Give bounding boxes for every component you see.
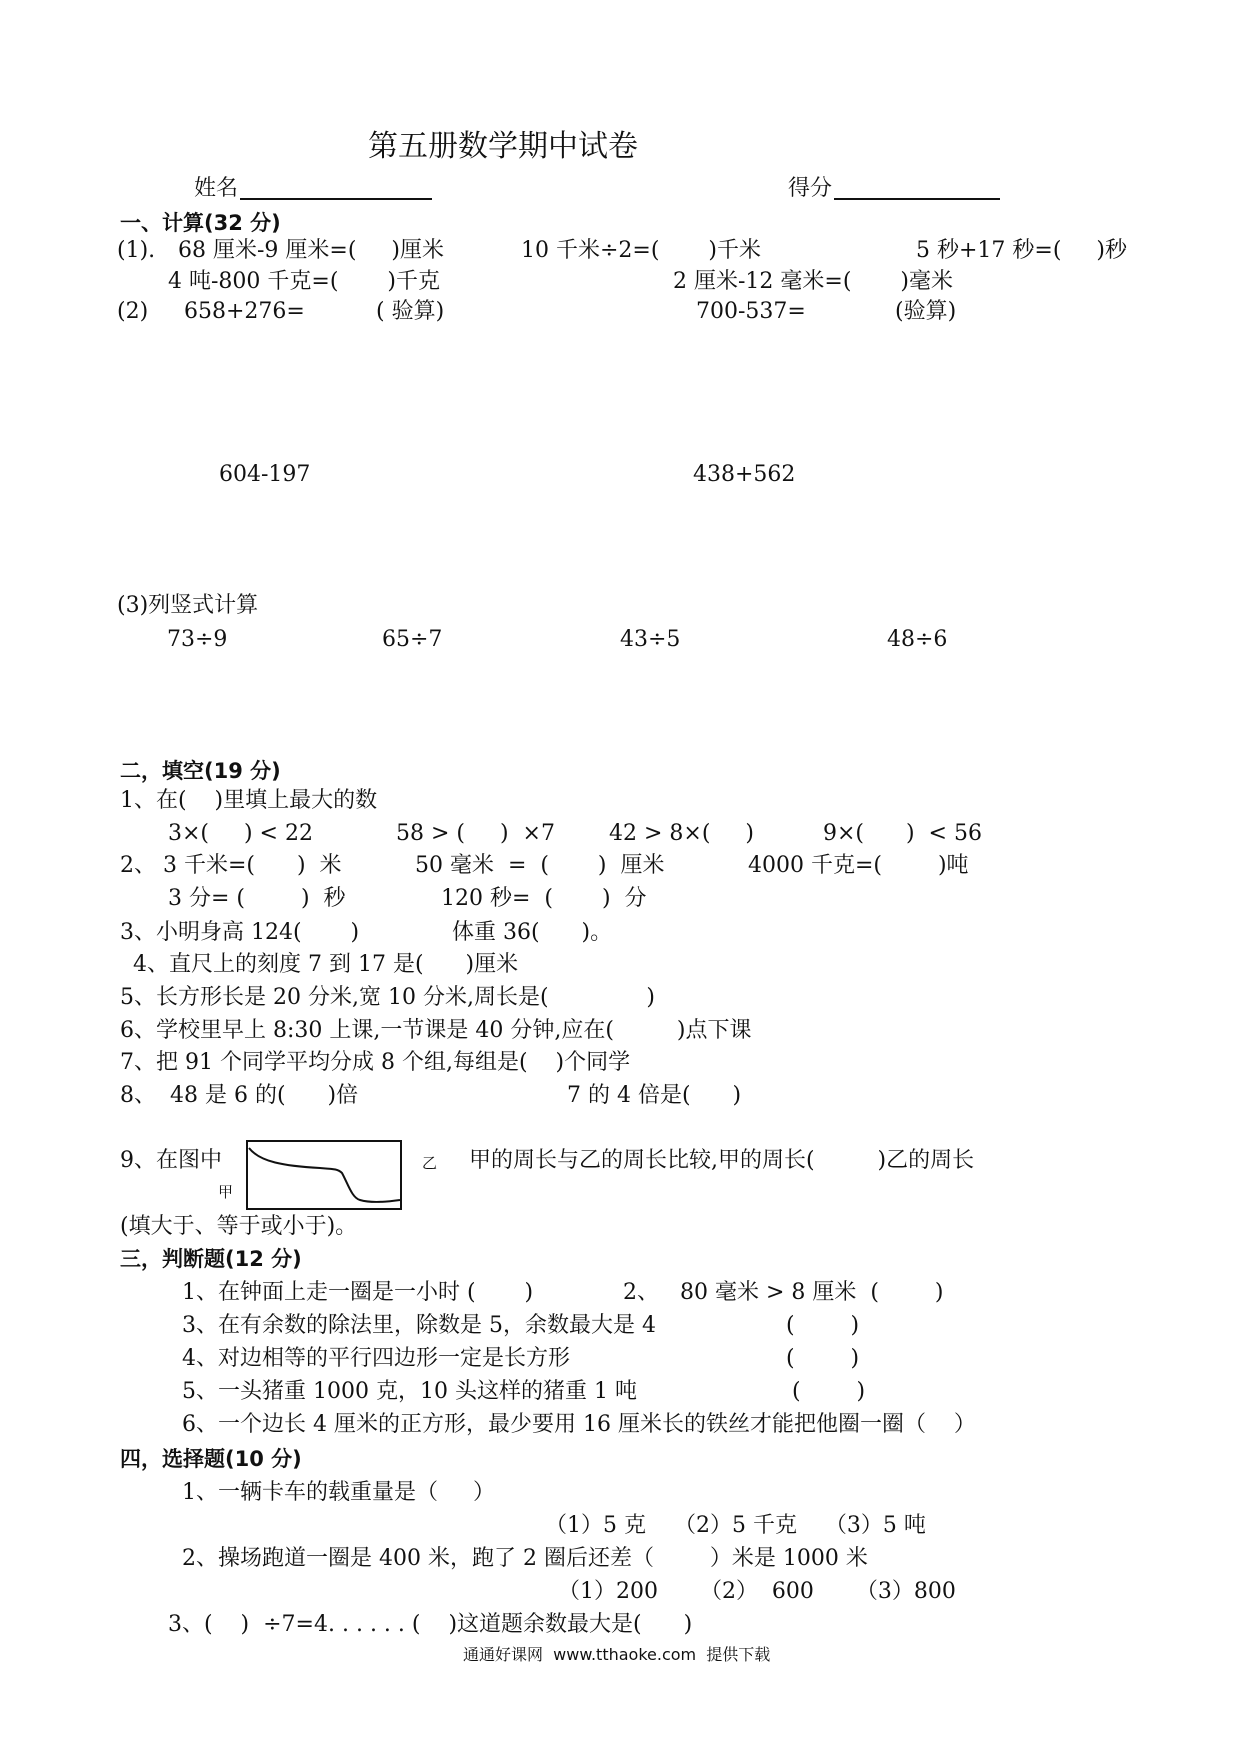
q1-item-b: 10 千米÷2=( )千米 [521,238,761,263]
fill-q2: 2、 3 千米=( ) 米 [120,853,342,878]
q1-item-a: 68 厘米-9 厘米=( )厘米 [178,238,444,263]
fill-q1-a: 3×( ) < 22 [168,821,313,846]
fill-q2-c: 4000 千克=( )吨 [748,853,969,878]
judge-q4: 4、对边相等的平行四边形一定是长方形 [182,1346,570,1371]
q1-item-e: 2 厘米-12 毫米=( )毫米 [673,269,953,294]
fill-q8: 8、 48 是 6 的( )倍 [120,1083,359,1108]
q3-item-a: 73÷9 [167,627,228,652]
fill-q9: 9、在图中 [120,1148,222,1173]
q2-item-a: 658+276= [184,299,305,324]
judge-q3: 3、在有余数的除法里，除数是 5，余数最大是 4 [182,1313,656,1338]
q3-item-c: 43÷5 [620,627,681,652]
name-label: 姓名 [194,176,239,201]
q2-item-d: 438+562 [693,462,796,487]
fill-q9-yi: 乙 [422,1154,438,1172]
fill-q9-text: 甲的周长与乙的周长比较,甲的周长( )乙的周长 [469,1148,975,1173]
fill-q2-e: 120 秒= ( ) 分 [441,886,647,911]
q2-number: (2) [117,299,149,324]
fill-q2-b: 50 毫米 = ( ) 厘米 [415,853,665,878]
judge-q5-paren: ( ) [792,1379,866,1404]
judge-q3-paren: ( ) [786,1313,860,1338]
figure-dividing-curve [249,1148,400,1202]
fill-q8-b: 7 的 4 倍是( ) [567,1083,742,1108]
fill-q3-b: 体重 36( )。 [452,920,613,945]
fill-q5: 5、长方形长是 20 分米,宽 10 分米,周长是( ) [120,985,656,1010]
figure-rectangle [247,1141,401,1209]
fill-q3: 3、小明身高 124( ) [120,920,360,945]
fill-q1: 1、在( )里填上最大的数 [120,788,378,813]
q2-item-b-check: (验算) [895,299,957,324]
section2-header: 二，填空(19 分) [120,759,281,783]
q3-item-d: 48÷6 [887,627,948,652]
choice-q2: 2、操场跑道一圈是 400 米，跑了 2 圈后还差（ ）米是 1000 米 [182,1546,868,1571]
choice-q2-options: （1）200 （2） 600 （3）800 [558,1579,956,1604]
judge-q4-paren: ( ) [786,1346,860,1371]
judge-q1: 1、在钟面上走一圈是一小时 ( ) [182,1280,534,1305]
q2-item-c: 604-197 [219,462,311,487]
choice-q1: 1、一辆卡车的载重量是（ ） [182,1480,495,1505]
fill-q1-c: 42 > 8×( ) [609,821,754,846]
choice-q3: 3、( ) ÷7=4. . . . . . ( )这道题余数最大是( ) [168,1612,693,1637]
fill-q6: 6、学校里早上 8:30 上课,一节课是 40 分钟,应在( )点下课 [120,1018,752,1043]
fill-q1-d: 9×( ) < 56 [823,821,982,846]
fill-q4: 4、直尺上的刻度 7 到 17 是( )厘米 [133,952,519,977]
section4-header: 四，选择题(10 分) [120,1447,302,1471]
name-field[interactable] [240,198,432,200]
q2-item-a-check: ( 验算) [376,299,445,324]
section1-header: 一、计算(32 分) [120,211,281,235]
fill-q1-b: 58 > ( ) ×7 [396,821,555,846]
score-label: 得分 [788,176,833,201]
perimeter-figure [246,1140,404,1212]
judge-q2: 2、 80 毫米 > 8 厘米 ( ) [623,1280,944,1305]
q3-label: (3)列竖式计算 [117,593,259,618]
fill-q2-d: 3 分= ( ) 秒 [168,886,346,911]
q1-item-d: 4 吨-800 千克=( )千克 [168,269,440,294]
q3-item-b: 65÷7 [382,627,443,652]
fill-q7: 7、把 91 个同学平均分成 8 个组,每组是( )个同学 [120,1050,631,1075]
q1-number: (1). [117,238,156,263]
fill-q9-jia: 甲 [218,1183,234,1201]
fill-q9-end: (填大于、等于或小于)。 [120,1214,358,1239]
judge-q6: 6、一个边长 4 厘米的正方形，最少要用 16 厘米长的铁丝才能把他圈一圈（ ） [182,1412,976,1437]
footer-credit: 通通好课网 www.tthaoke.com 提供下载 [463,1645,771,1664]
q2-item-b: 700-537= [696,299,806,324]
judge-q5: 5、一头猪重 1000 克，10 头这样的猪重 1 吨 [182,1379,637,1404]
page-title: 第五册数学期中试卷 [368,129,638,164]
q1-item-c: 5 秒+17 秒=( )秒 [916,238,1127,263]
score-field[interactable] [834,198,1000,200]
section3-header: 三，判断题(12 分) [120,1247,302,1271]
choice-q1-options: （1）5 克 （2）5 千克 （3）5 吨 [545,1513,926,1538]
